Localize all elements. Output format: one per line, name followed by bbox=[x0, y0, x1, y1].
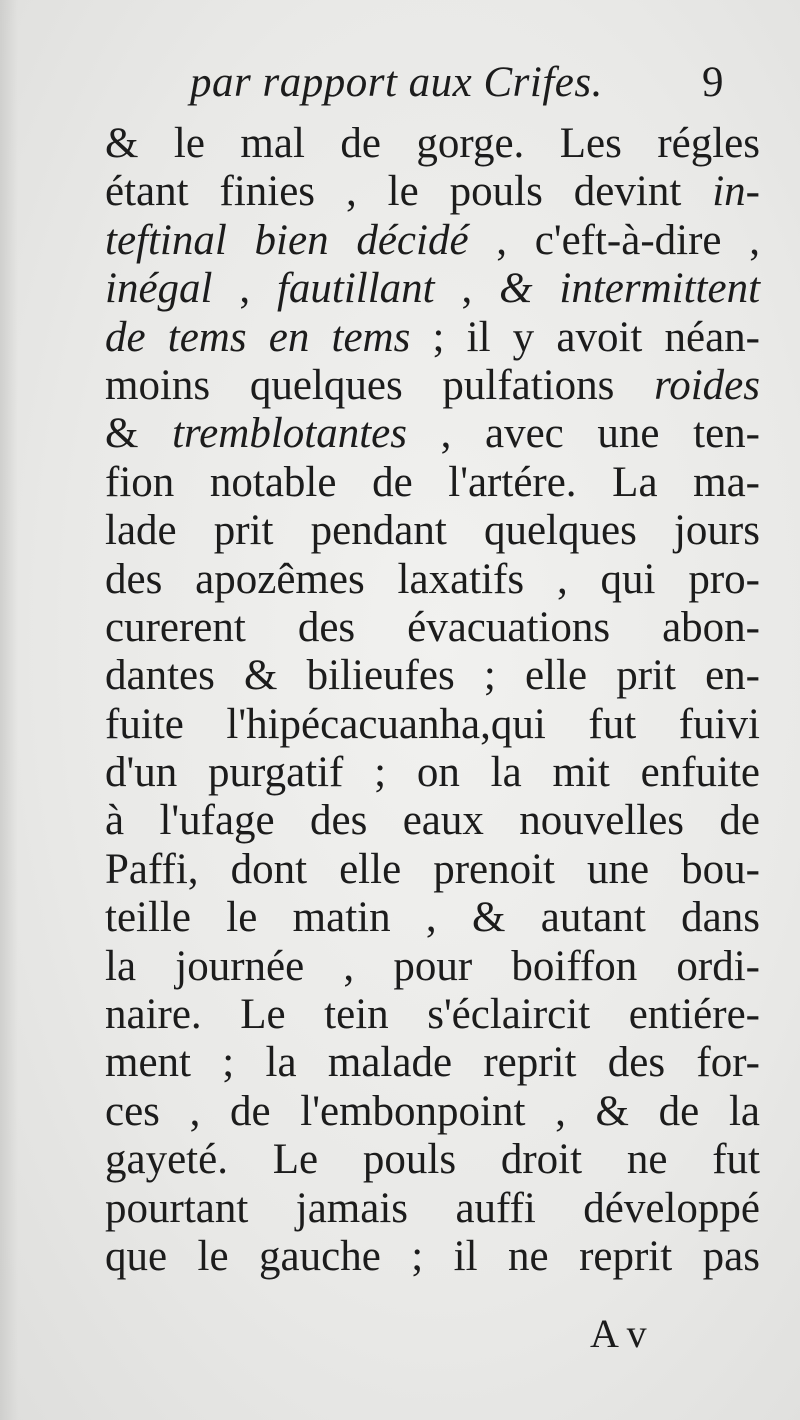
text-line bbox=[105, 217, 760, 265]
italic-text-segment: roides bbox=[654, 361, 760, 409]
text-segment: dantes & bilieufes ; elle prit en- bbox=[105, 652, 760, 700]
text-segment: ; il y avoit néan- bbox=[410, 313, 760, 361]
text-segment: & bbox=[105, 410, 173, 458]
text-segment: des apozêmes laxatifs , qui pro- bbox=[105, 555, 760, 603]
text-segment: étant finies , le pouls devint bbox=[105, 168, 713, 216]
text-line bbox=[105, 846, 760, 894]
text-segment: fion notable de l'artére. La ma- bbox=[105, 458, 760, 506]
italic-text-segment: de tems en tems bbox=[105, 313, 411, 361]
italic-text-segment: in- bbox=[712, 168, 760, 216]
text-line bbox=[105, 701, 760, 749]
running-head bbox=[190, 58, 750, 118]
text-line bbox=[105, 459, 760, 507]
text-line bbox=[105, 991, 760, 1039]
text-segment: gayeté. Le pouls droit ne fut bbox=[105, 1136, 760, 1184]
text-segment: curerent des évacuations abon- bbox=[105, 603, 760, 651]
text-line bbox=[105, 168, 760, 216]
text-line bbox=[105, 1185, 760, 1233]
text-line bbox=[105, 1088, 760, 1136]
text-segment: moins quelques pulfations bbox=[105, 361, 655, 409]
text-segment: teille le matin , & autant dans bbox=[105, 894, 760, 942]
text-segment: à l'ufage des eaux nouvelles de bbox=[105, 797, 760, 845]
text-segment: lade prit pendant quelques jours bbox=[105, 507, 760, 555]
text-line bbox=[105, 556, 760, 604]
text-line bbox=[105, 749, 760, 797]
italic-text-segment: inégal bbox=[105, 265, 213, 313]
text-line bbox=[105, 652, 760, 700]
text-line bbox=[105, 894, 760, 942]
text-line bbox=[105, 943, 760, 991]
text-line bbox=[105, 362, 760, 410]
text-segment: & le mal de gorge. Les régles bbox=[105, 120, 760, 167]
text-segment: naire. Le tein s'éclaircit entiére- bbox=[105, 991, 760, 1039]
text-segment: , avec une ten- bbox=[406, 410, 760, 458]
text-segment: la journée , pour boiffon ordi- bbox=[105, 942, 760, 990]
signature-mark: A v bbox=[590, 1311, 647, 1356]
italic-text-segment: fautillant bbox=[276, 265, 435, 313]
text-segment: que le gauche ; il ne reprit pas bbox=[105, 1232, 760, 1280]
text-segment: d'un purgatif ; on la mit enfuite bbox=[105, 749, 760, 797]
text-line bbox=[105, 797, 760, 845]
text-line bbox=[105, 1039, 760, 1087]
text-segment: , c'eft-à-dire , bbox=[468, 216, 760, 264]
text-segment: , bbox=[212, 265, 277, 313]
italic-text-segment: & intermittent bbox=[499, 265, 761, 313]
text-segment: ces , de l'embonpoint , & de la bbox=[105, 1087, 760, 1135]
italic-text-segment: teftinal bien décidé bbox=[105, 216, 469, 264]
page-number: 9 bbox=[702, 59, 724, 106]
text-line bbox=[105, 1233, 760, 1281]
text-segment: pourtant jamais auffi développé bbox=[105, 1184, 760, 1232]
text-line bbox=[105, 410, 760, 458]
text-segment: , bbox=[434, 265, 500, 313]
text-segment: Paffi, dont elle prenoit une bou- bbox=[105, 845, 760, 893]
text-line bbox=[105, 120, 760, 168]
text-line bbox=[105, 604, 760, 652]
text-line bbox=[105, 507, 760, 555]
text-line bbox=[105, 314, 760, 362]
running-head-title: par rapport aux Crifes. bbox=[190, 59, 603, 106]
text-line bbox=[105, 265, 760, 313]
body-text bbox=[105, 120, 760, 1281]
text-line bbox=[105, 1136, 760, 1184]
italic-text-segment: tremblotantes bbox=[172, 410, 407, 458]
text-segment: ment ; la malade reprit des for- bbox=[105, 1039, 760, 1087]
text-segment: fuite l'hipécacuanha,qui fut fuivi bbox=[105, 700, 760, 748]
